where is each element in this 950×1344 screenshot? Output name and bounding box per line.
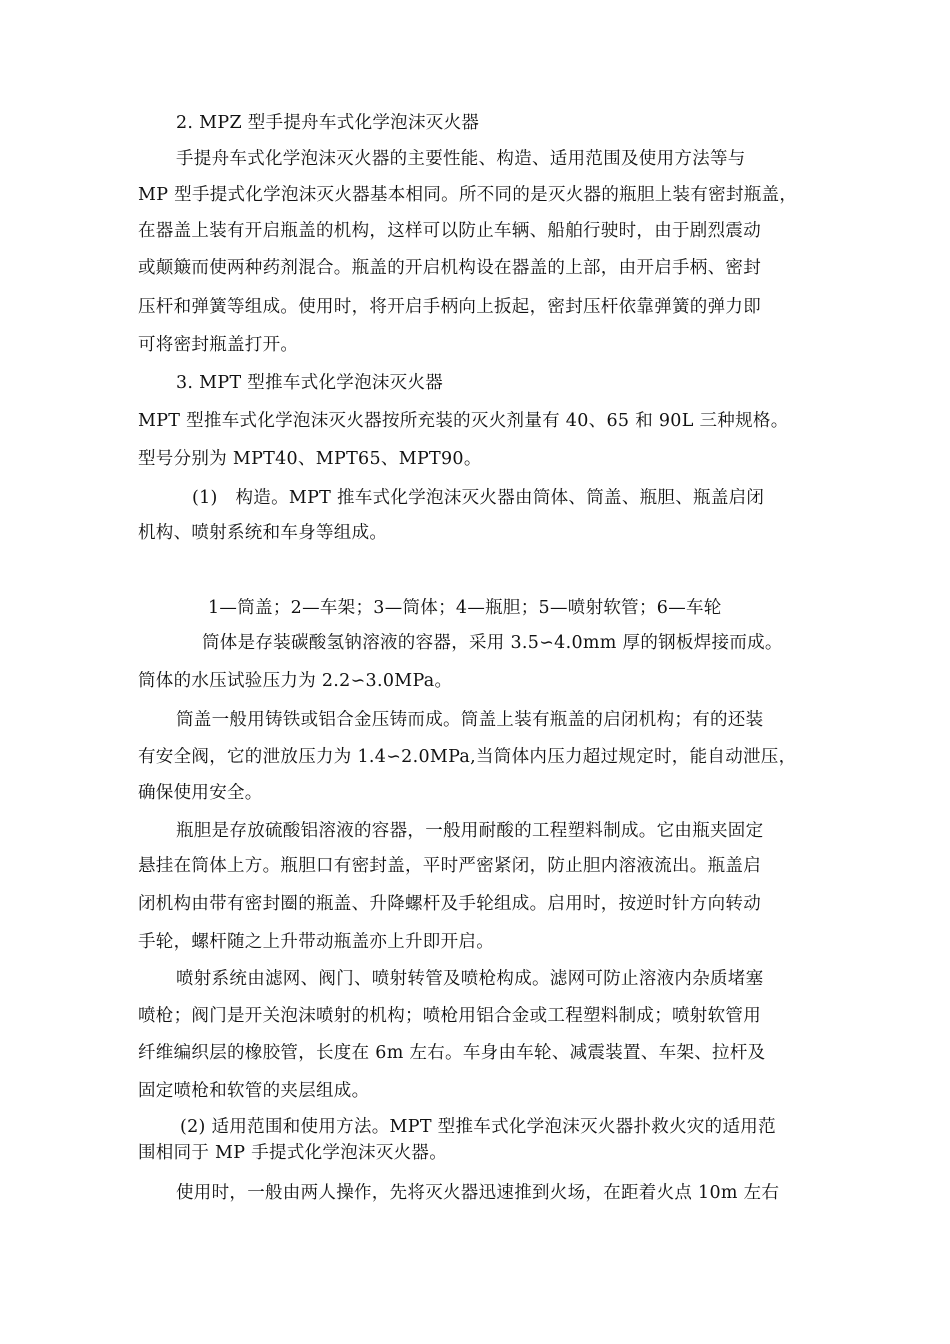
figure-caption: 1—筒盖；2—车架；3—筒体；4—瓶胆；5—喷射软管；6—车轮 — [208, 598, 722, 618]
paragraph-line: 喷枪；阀门是开关泡沫喷射的机构；喷枪用铝合金或工程塑料制成；喷射软管用 — [138, 1006, 761, 1026]
paragraph-line: 或颠簸而使两种药剂混合。瓶盖的开启机构设在器盖的上部，由开启手柄、密封 — [138, 258, 761, 278]
paragraph-line: 手轮，螺杆随之上升带动瓶盖亦上升即开启。 — [138, 932, 494, 952]
paragraph-line: 瓶胆是存放硫酸铝溶液的容器，一般用耐酸的工程塑料制成。它由瓶夹固定 — [176, 821, 764, 841]
paragraph-line: MP 型手提式化学泡沫灭火器基本相同。所不同的是灭火器的瓶胆上装有密封瓶盖， — [138, 185, 798, 205]
paragraph-line: 闭机构由带有密封圈的瓶盖、升降螺杆及手轮组成。启用时，按逆时针方向转动 — [138, 894, 761, 914]
paragraph-line: 在器盖上装有开启瓶盖的机构，这样可以防止车辆、船舶行驶时，由于剧烈震动 — [138, 221, 761, 241]
paragraph-line: 型号分别为 MPT40、MPT65、MPT90。 — [138, 449, 482, 469]
paragraph-line: (2) 适用范围和使用方法。MPT 型推车式化学泡沫灭火器扑救火灾的适用范 — [180, 1117, 776, 1137]
paragraph-line: 有安全阀，它的泄放压力为 1.4∽2.0MPa,当筒体内压力超过规定时，能自动泄压， — [138, 747, 797, 767]
paragraph-line: 筒盖一般用铸铁或铝合金压铸而成。筒盖上装有瓶盖的启闭机构；有的还装 — [176, 710, 764, 730]
paragraph-line: MPT 型推车式化学泡沫灭火器按所充装的灭火剂量有 40、65 和 90L 三种规格。 — [138, 411, 789, 431]
paragraph-line: 确保使用安全。 — [138, 783, 263, 803]
paragraph-line: 可将密封瓶盖打开。 — [138, 335, 299, 355]
paragraph-line: 筒体是存装碳酸氢钠溶液的容器，采用 3.5∽4.0mm 厚的钢板焊接而成。 — [202, 633, 783, 653]
paragraph-line: 手提舟车式化学泡沫灭火器的主要性能、构造、适用范围及使用方法等与 — [176, 149, 746, 169]
paragraph-line: 使用时，一般由两人操作，先将灭火器迅速推到火场，在距着火点 10m 左右 — [176, 1183, 780, 1203]
paragraph-line: 固定喷枪和软管的夹层组成。 — [138, 1081, 370, 1101]
paragraph-line: 机构、喷射系统和车身等组成。 — [138, 523, 388, 543]
paragraph-line: 围相同于 MP 手提式化学泡沫灭火器。 — [138, 1143, 448, 1163]
paragraph-line: 纤维编织层的橡胶管，长度在 6m 左右。车身由车轮、减震装置、车架、拉杆及 — [138, 1043, 766, 1063]
paragraph-line: 压杆和弹簧等组成。使用时，将开启手柄向上扳起，密封压杆依靠弹簧的弹力即 — [138, 297, 761, 317]
paragraph-line: (1) 构造。MPT 推车式化学泡沫灭火器由筒体、筒盖、瓶胆、瓶盖启闭 — [192, 488, 765, 508]
paragraph-line: 喷射系统由滤网、阀门、喷射转管及喷枪构成。滤网可防止溶液内杂质堵塞 — [176, 969, 764, 989]
paragraph-line: 筒体的水压试验压力为 2.2∽3.0MPa。 — [138, 671, 453, 691]
heading-mpt: 3. MPT 型推车式化学泡沫灭火器 — [176, 373, 444, 393]
paragraph-line: 悬挂在筒体上方。瓶胆口有密封盖，平时严密紧闭，防止胆内溶液流出。瓶盖启 — [138, 856, 761, 876]
heading-mpz: 2. MPZ 型手提舟车式化学泡沫灭火器 — [176, 113, 480, 133]
